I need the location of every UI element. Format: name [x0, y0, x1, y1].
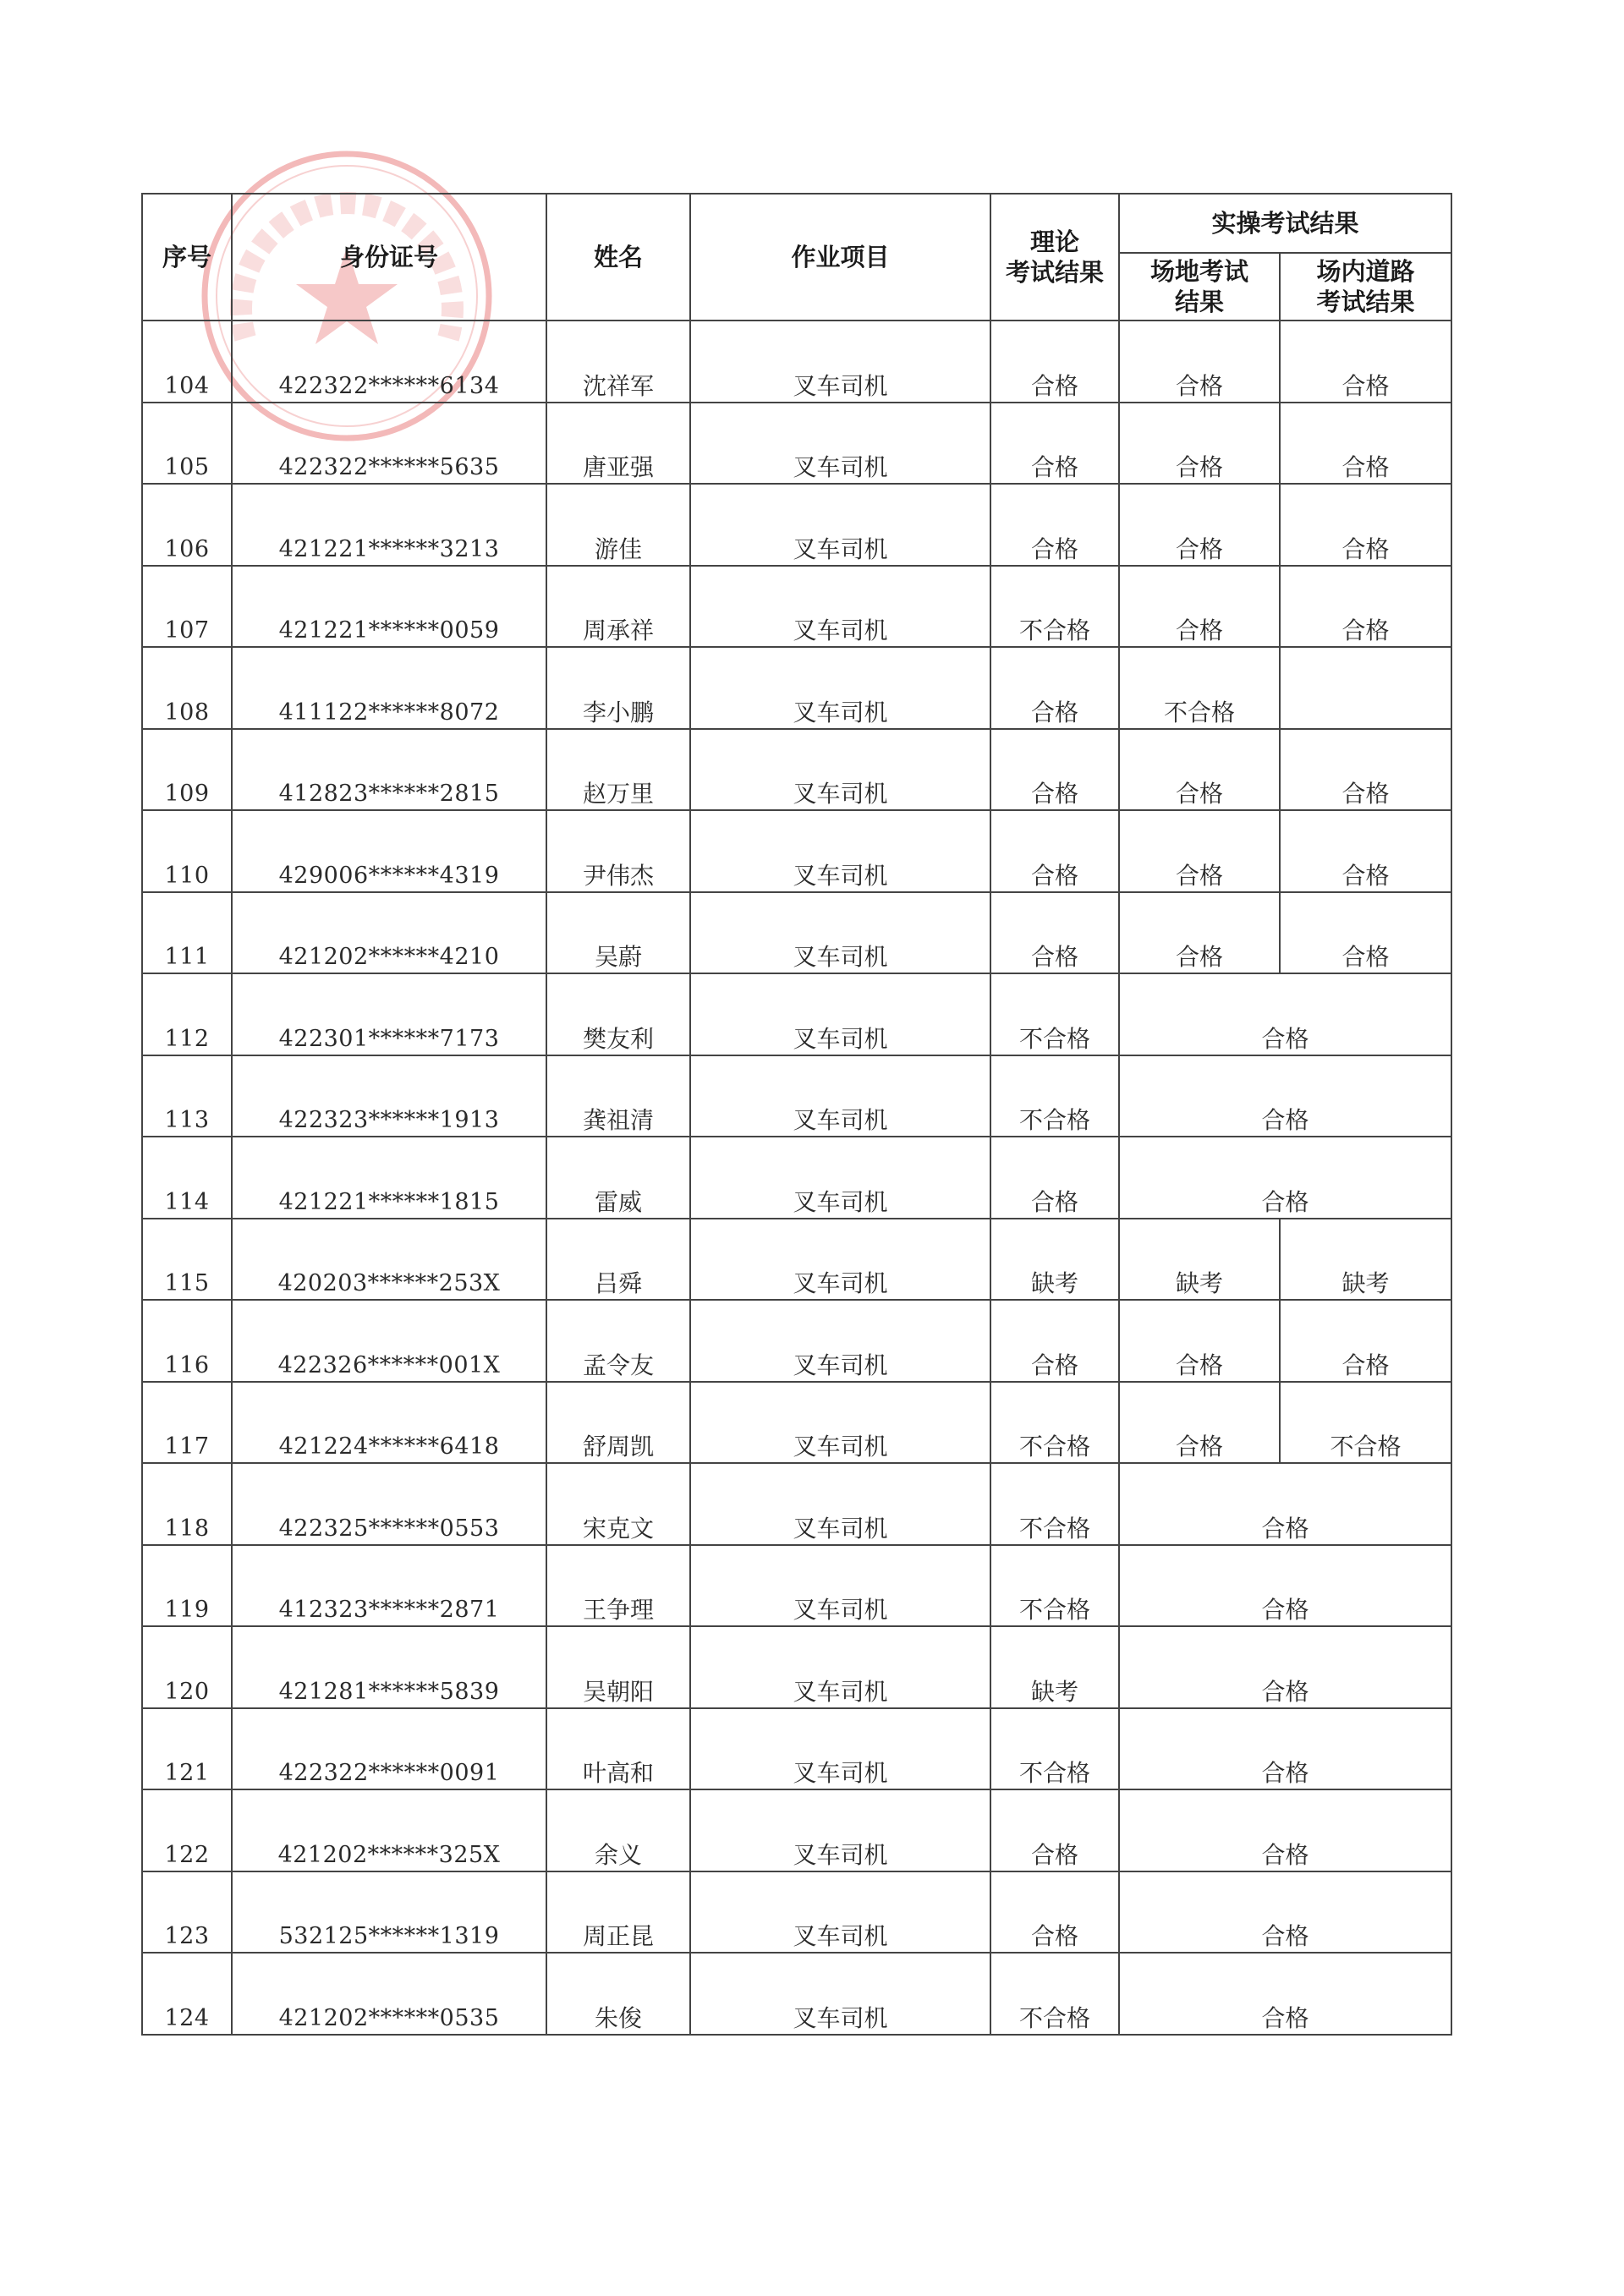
cell-site-result: 合格: [1119, 403, 1280, 485]
cell-name: 孟令友: [546, 1300, 690, 1382]
cell-name: 朱俊: [546, 1953, 690, 2035]
cell-seq: 104: [142, 321, 232, 403]
cell-name: 游佳: [546, 484, 690, 566]
cell-seq: 105: [142, 403, 232, 485]
cell-road-result: 合格: [1280, 1300, 1451, 1382]
cell-site-result: 合格: [1119, 892, 1280, 974]
cell-seq: 115: [142, 1219, 232, 1301]
cell-id-number: 421202******0535: [232, 1953, 546, 2035]
cell-road-result: 合格: [1280, 892, 1451, 974]
cell-practical-result: 合格: [1119, 1137, 1451, 1219]
cell-id-number: 421221******0059: [232, 566, 546, 648]
cell-id-number: 422301******7173: [232, 973, 546, 1055]
cell-job: 叉车司机: [690, 1871, 990, 1954]
table-row: [142, 1137, 1451, 1219]
cell-name: 樊友利: [546, 973, 690, 1055]
cell-theory-result: 合格: [990, 729, 1119, 811]
cell-theory-result: 缺考: [990, 1219, 1119, 1301]
table-row: [142, 810, 1451, 892]
cell-name: 李小鹏: [546, 647, 690, 729]
cell-theory-result: 不合格: [990, 1545, 1119, 1627]
cell-theory-result: 合格: [990, 321, 1119, 403]
cell-id-number: 429006******4319: [232, 810, 546, 892]
cell-theory-result: 不合格: [990, 566, 1119, 648]
cell-id-number: 412323******2871: [232, 1545, 546, 1627]
cell-name: 舒周凯: [546, 1382, 690, 1464]
cell-id-number: 532125******1319: [232, 1871, 546, 1954]
cell-site-result: 合格: [1119, 1382, 1280, 1464]
cell-theory-result: 合格: [990, 1137, 1119, 1219]
cell-seq: 123: [142, 1871, 232, 1954]
cell-job: 叉车司机: [690, 1953, 990, 2035]
cell-id-number: 421221******1815: [232, 1137, 546, 1219]
cell-seq: 119: [142, 1545, 232, 1627]
table-row: [142, 1055, 1451, 1137]
cell-name: 周正昆: [546, 1871, 690, 1954]
cell-seq: 107: [142, 566, 232, 648]
cell-road-result: 合格: [1280, 321, 1451, 403]
table-row: [142, 1300, 1451, 1382]
cell-seq: 110: [142, 810, 232, 892]
cell-id-number: 421202******325X: [232, 1789, 546, 1871]
cell-site-result: 合格: [1119, 484, 1280, 566]
cell-road-result: 合格: [1280, 484, 1451, 566]
cell-theory-result: 合格: [990, 810, 1119, 892]
cell-name: 雷威: [546, 1137, 690, 1219]
cell-name: 叶高和: [546, 1708, 690, 1790]
cell-name: 唐亚强: [546, 403, 690, 485]
table-row: [142, 1789, 1451, 1871]
cell-name: 吕舜: [546, 1219, 690, 1301]
exam-results-table: [141, 193, 1452, 2036]
cell-site-result: 缺考: [1119, 1219, 1280, 1301]
cell-seq: 124: [142, 1953, 232, 2035]
cell-practical-result: 合格: [1119, 1463, 1451, 1545]
cell-practical-result: 合格: [1119, 1871, 1451, 1954]
cell-job: 叉车司机: [690, 1463, 990, 1545]
cell-job: 叉车司机: [690, 1219, 990, 1301]
table-row: [142, 973, 1451, 1055]
header-name: 姓名: [546, 194, 690, 321]
cell-practical-result: 合格: [1119, 1789, 1451, 1871]
cell-name: 吴蔚: [546, 892, 690, 974]
cell-name: 沈祥军: [546, 321, 690, 403]
cell-id-number: 421224******6418: [232, 1382, 546, 1464]
cell-job: 叉车司机: [690, 810, 990, 892]
cell-seq: 113: [142, 1055, 232, 1137]
table-row: [142, 892, 1451, 974]
cell-theory-result: 不合格: [990, 1055, 1119, 1137]
cell-practical-result: 合格: [1119, 1055, 1451, 1137]
cell-road-result: [1280, 647, 1451, 729]
cell-road-result: 合格: [1280, 403, 1451, 485]
cell-job: 叉车司机: [690, 973, 990, 1055]
cell-road-result: 合格: [1280, 729, 1451, 811]
cell-site-result: 合格: [1119, 729, 1280, 811]
cell-seq: 118: [142, 1463, 232, 1545]
cell-seq: 112: [142, 973, 232, 1055]
cell-job: 叉车司机: [690, 1300, 990, 1382]
cell-job: 叉车司机: [690, 403, 990, 485]
cell-seq: 109: [142, 729, 232, 811]
cell-id-number: 421221******3213: [232, 484, 546, 566]
cell-id-number: 422322******6134: [232, 321, 546, 403]
cell-id-number: 412823******2815: [232, 729, 546, 811]
cell-theory-result: 不合格: [990, 1953, 1119, 2035]
cell-job: 叉车司机: [690, 647, 990, 729]
cell-id-number: 421281******5839: [232, 1626, 546, 1708]
cell-name: 龚祖清: [546, 1055, 690, 1137]
table-row: [142, 647, 1451, 729]
table-row: [142, 1219, 1451, 1301]
cell-job: 叉车司机: [690, 729, 990, 811]
cell-id-number: 411122******8072: [232, 647, 546, 729]
cell-road-result: 合格: [1280, 810, 1451, 892]
cell-name: 余义: [546, 1789, 690, 1871]
cell-site-result: 合格: [1119, 321, 1280, 403]
cell-seq: 122: [142, 1789, 232, 1871]
table-row: [142, 729, 1451, 811]
cell-seq: 106: [142, 484, 232, 566]
cell-theory-result: 不合格: [990, 1382, 1119, 1464]
cell-id-number: 422326******001X: [232, 1300, 546, 1382]
cell-seq: 114: [142, 1137, 232, 1219]
cell-id-number: 422323******1913: [232, 1055, 546, 1137]
header-practical: 实操考试结果: [1119, 194, 1451, 253]
table-row: [142, 484, 1451, 566]
cell-name: 宋克文: [546, 1463, 690, 1545]
header-job: 作业项目: [690, 194, 990, 321]
cell-name: 尹伟杰: [546, 810, 690, 892]
header-theory: 理论 考试结果: [990, 194, 1119, 321]
cell-practical-result: 合格: [1119, 1708, 1451, 1790]
cell-site-result: 不合格: [1119, 647, 1280, 729]
table-row: [142, 1382, 1451, 1464]
cell-theory-result: 不合格: [990, 1463, 1119, 1545]
cell-theory-result: 不合格: [990, 973, 1119, 1055]
cell-name: 赵万里: [546, 729, 690, 811]
cell-job: 叉车司机: [690, 484, 990, 566]
cell-theory-result: 合格: [990, 1789, 1119, 1871]
cell-job: 叉车司机: [690, 566, 990, 648]
cell-road-result: 缺考: [1280, 1219, 1451, 1301]
cell-id-number: 421202******4210: [232, 892, 546, 974]
cell-id-number: 422322******0091: [232, 1708, 546, 1790]
cell-job: 叉车司机: [690, 1055, 990, 1137]
cell-id-number: 422322******5635: [232, 403, 546, 485]
cell-site-result: 合格: [1119, 566, 1280, 648]
table-row: [142, 566, 1451, 648]
cell-seq: 117: [142, 1382, 232, 1464]
cell-practical-result: 合格: [1119, 1545, 1451, 1627]
cell-practical-result: 合格: [1119, 1626, 1451, 1708]
cell-job: 叉车司机: [690, 1789, 990, 1871]
cell-job: 叉车司机: [690, 1708, 990, 1790]
header-id-number: 身份证号: [232, 194, 546, 321]
cell-theory-result: 合格: [990, 892, 1119, 974]
cell-road-result: 合格: [1280, 566, 1451, 648]
cell-theory-result: 合格: [990, 484, 1119, 566]
table-row: [142, 1463, 1451, 1545]
header-site: 场地考试 结果: [1119, 253, 1280, 321]
table-row: [142, 321, 1451, 403]
table-row: [142, 1708, 1451, 1790]
cell-seq: 121: [142, 1708, 232, 1790]
cell-job: 叉车司机: [690, 1545, 990, 1627]
cell-seq: 108: [142, 647, 232, 729]
table-row: [142, 1545, 1451, 1627]
cell-practical-result: 合格: [1119, 1953, 1451, 2035]
table-row: [142, 403, 1451, 485]
header-road: 场内道路 考试结果: [1280, 253, 1451, 321]
cell-theory-result: 缺考: [990, 1626, 1119, 1708]
cell-job: 叉车司机: [690, 1137, 990, 1219]
table-row: [142, 1953, 1451, 2035]
cell-job: 叉车司机: [690, 1382, 990, 1464]
cell-job: 叉车司机: [690, 1626, 990, 1708]
cell-practical-result: 合格: [1119, 973, 1451, 1055]
cell-name: 王争理: [546, 1545, 690, 1627]
cell-seq: 120: [142, 1626, 232, 1708]
cell-road-result: 不合格: [1280, 1382, 1451, 1464]
cell-job: 叉车司机: [690, 321, 990, 403]
cell-seq: 116: [142, 1300, 232, 1382]
cell-theory-result: 合格: [990, 1871, 1119, 1954]
cell-theory-result: 合格: [990, 1300, 1119, 1382]
cell-name: 周承祥: [546, 566, 690, 648]
cell-id-number: 420203******253X: [232, 1219, 546, 1301]
table-row: [142, 1871, 1451, 1954]
cell-seq: 111: [142, 892, 232, 974]
cell-site-result: 合格: [1119, 1300, 1280, 1382]
header-seq: 序号: [142, 194, 232, 321]
cell-name: 吴朝阳: [546, 1626, 690, 1708]
cell-theory-result: 不合格: [990, 1708, 1119, 1790]
cell-theory-result: 合格: [990, 647, 1119, 729]
cell-id-number: 422325******0553: [232, 1463, 546, 1545]
cell-job: 叉车司机: [690, 892, 990, 974]
cell-theory-result: 合格: [990, 403, 1119, 485]
table-row: [142, 1626, 1451, 1708]
cell-site-result: 合格: [1119, 810, 1280, 892]
